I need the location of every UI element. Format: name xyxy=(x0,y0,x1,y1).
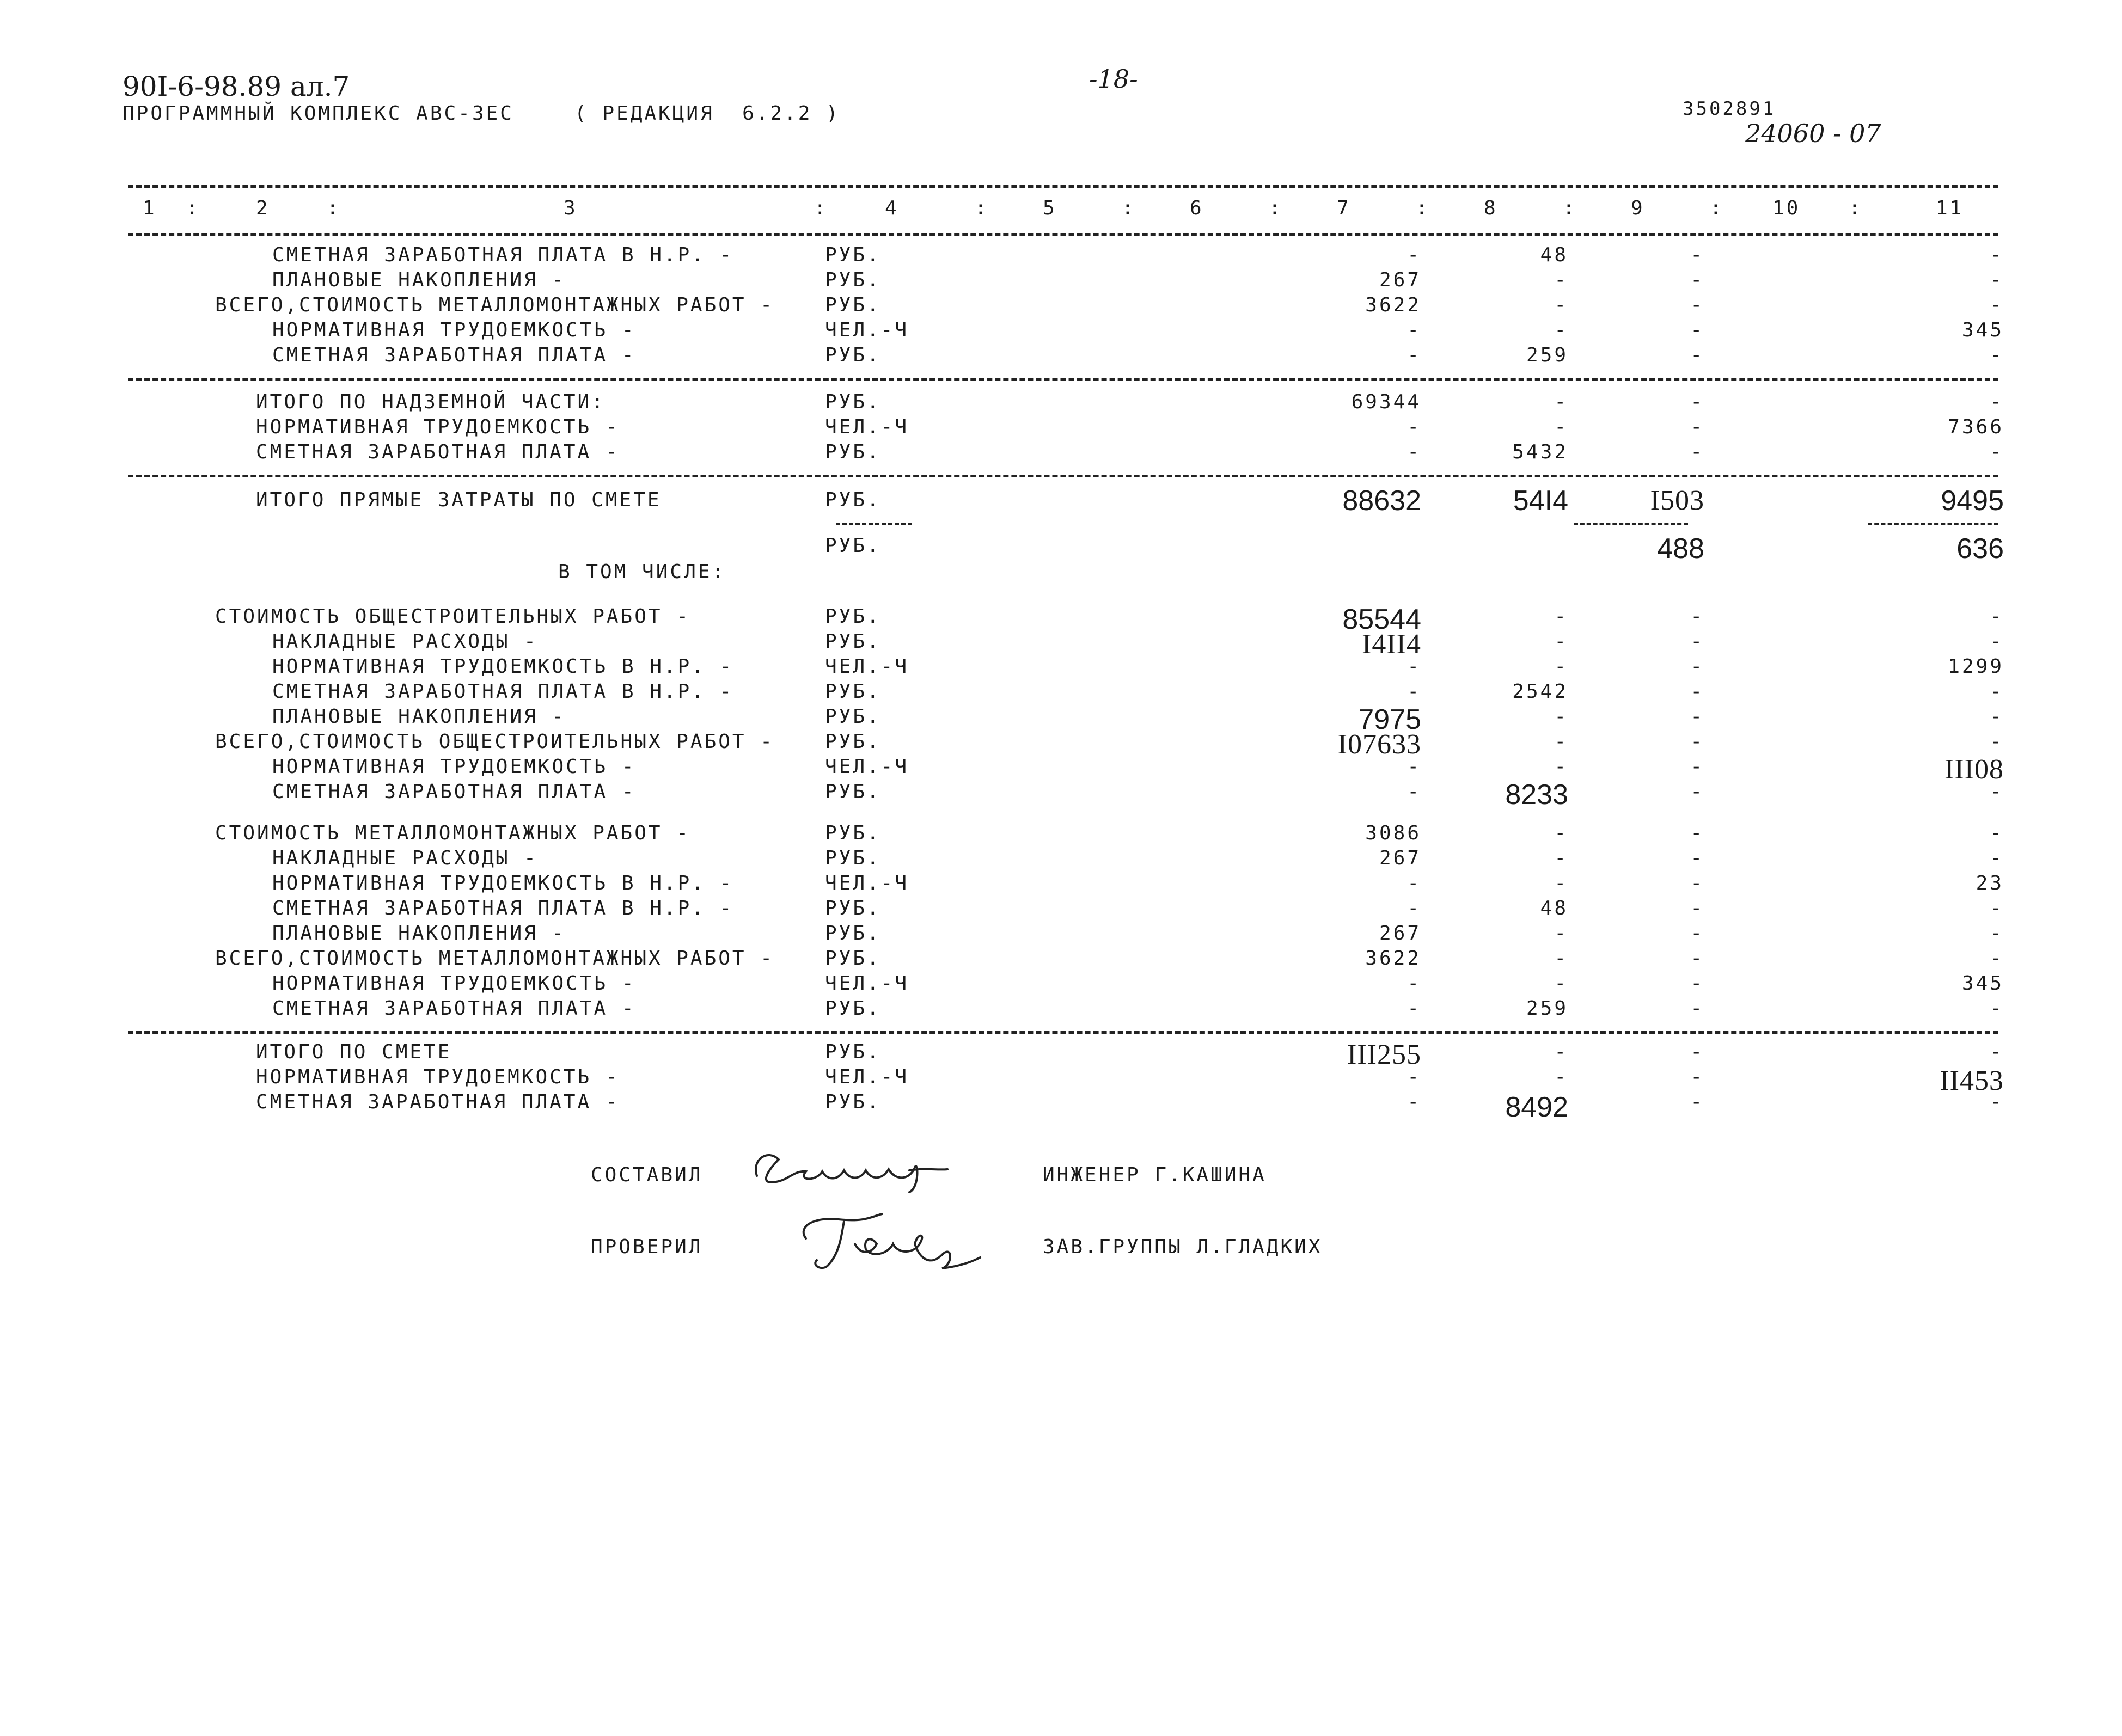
row-unit: ЧЕЛ.-Ч xyxy=(825,872,909,894)
inventory-number: 24060 - 07 xyxy=(1745,119,1881,148)
col11-value: II453 xyxy=(1940,1065,2004,1096)
col7-value: 267 xyxy=(1379,847,1421,869)
row-unit: ЧЕЛ.-Ч xyxy=(825,319,909,341)
page-number: -18- xyxy=(1089,64,1138,94)
row-label: СМЕТНАЯ ЗАРАБОТНАЯ ПЛАТА - xyxy=(272,344,636,366)
col9-value: - xyxy=(1690,706,1704,728)
checked-label: ПРОВЕРИЛ xyxy=(591,1236,703,1258)
column-header: 1 xyxy=(143,197,157,219)
row-label: СМЕТНАЯ ЗАРАБОТНАЯ ПЛАТА - xyxy=(272,781,636,803)
row-label: НОРМАТИВНАЯ ТРУДОЕМКОСТЬ - xyxy=(256,416,620,438)
col8-value: 48 xyxy=(1540,897,1568,919)
table-row xyxy=(0,1065,2122,1096)
col7-value: - xyxy=(1407,344,1421,366)
row-unit: РУБ. xyxy=(825,344,881,366)
col7-value: - xyxy=(1407,972,1421,995)
table-row xyxy=(0,416,2122,441)
col11-value: - xyxy=(1990,294,2004,316)
row-unit: РУБ. xyxy=(825,1041,881,1063)
col8-value: - xyxy=(1554,1066,1568,1088)
col11-value: - xyxy=(1990,269,2004,291)
row-label: НОРМАТИВНАЯ ТРУДОЕМКОСТЬ В Н.Р. - xyxy=(272,872,734,894)
col7-value: - xyxy=(1407,872,1421,894)
col9-value: - xyxy=(1690,391,1704,413)
col11-value: 7366 xyxy=(1948,416,2004,438)
row-unit: РУБ. xyxy=(825,947,881,970)
col9-value: - xyxy=(1690,319,1704,341)
document-code: 90I-6-98.89 ал.7 xyxy=(123,71,350,102)
col8-value: - xyxy=(1554,756,1568,778)
col9-value: - xyxy=(1690,1066,1704,1088)
col11-value: - xyxy=(1990,344,2004,366)
col8-value: 2542 xyxy=(1512,680,1568,703)
col9-value: - xyxy=(1690,680,1704,703)
row-unit: РУБ. xyxy=(825,781,881,803)
row-label: ПЛАНОВЫЕ НАКОПЛЕНИЯ - xyxy=(272,922,566,944)
table-row xyxy=(0,629,2122,660)
col11-value: - xyxy=(1990,897,2004,919)
table-row xyxy=(0,1039,2122,1070)
table-top-rule xyxy=(128,185,1998,188)
col7-value: - xyxy=(1407,416,1421,438)
col9-value: - xyxy=(1690,847,1704,869)
column-separator: : xyxy=(1849,197,1863,219)
col7-value: - xyxy=(1407,1066,1421,1088)
signature-checked xyxy=(790,1206,1018,1277)
row-label: ВСЕГО,СТОИМОСТЬ МЕТАЛЛОМОНТАЖНЫХ РАБОТ - xyxy=(215,947,774,970)
row-unit: РУБ. xyxy=(825,630,881,653)
row-label: СМЕТНАЯ ЗАРАБОТНАЯ ПЛАТА - xyxy=(272,997,636,1020)
column-separator: : xyxy=(1122,197,1136,219)
col11-value: - xyxy=(1990,680,2004,703)
col9-value: - xyxy=(1690,294,1704,316)
col11-value: - xyxy=(1990,947,2004,970)
table-row xyxy=(0,972,2122,997)
table-row xyxy=(0,604,2122,635)
col11-value: 23 xyxy=(1976,872,2004,894)
table-row xyxy=(0,344,2122,369)
row-label: СТОИМОСТЬ ОБЩЕСТРОИТЕЛЬНЫХ РАБОТ - xyxy=(215,605,690,628)
row-unit: РУБ. xyxy=(825,997,881,1020)
col9-value: - xyxy=(1690,947,1704,970)
col8-value: - xyxy=(1554,822,1568,844)
column-header: 8 xyxy=(1484,197,1498,219)
table-row xyxy=(0,535,2122,567)
col11-value: 636 xyxy=(1956,533,2004,565)
col8-value: - xyxy=(1554,731,1568,753)
col9-value: - xyxy=(1690,897,1704,919)
row-unit: РУБ. xyxy=(825,489,881,511)
table-row xyxy=(0,319,2122,344)
col8-value: - xyxy=(1554,269,1568,291)
col11-value: - xyxy=(1990,731,2004,753)
column-separator: : xyxy=(1269,197,1283,219)
col7-value: - xyxy=(1407,997,1421,1020)
row-label: ИТОГО ПРЯМЫЕ ЗАТРАТЫ ПО СМЕТЕ xyxy=(256,489,662,511)
row-label: ПЛАНОВЫЕ НАКОПЛЕНИЯ - xyxy=(272,706,566,728)
col8-value: 54I4 xyxy=(1513,485,1568,517)
row-label: НОРМАТИВНАЯ ТРУДОЕМКОСТЬ - xyxy=(256,1066,620,1088)
row-unit: РУБ. xyxy=(825,441,881,463)
col7-value: I4II4 xyxy=(1362,629,1421,660)
col11-value: - xyxy=(1990,997,2004,1020)
row-unit: РУБ. xyxy=(825,605,881,628)
col8-value: 8492 xyxy=(1505,1091,1568,1123)
col7-value: I07633 xyxy=(1337,729,1421,760)
table-row xyxy=(0,922,2122,947)
col8-value: - xyxy=(1554,294,1568,316)
column-separator: : xyxy=(186,197,200,219)
table-row xyxy=(0,822,2122,847)
col7-value: 7975 xyxy=(1358,704,1421,735)
col8-value: - xyxy=(1554,947,1568,970)
table-row xyxy=(0,872,2122,897)
col11-value: III08 xyxy=(1944,754,2004,785)
program-name: ПРОГРАММНЫЙ КОМПЛЕКС АВС-3ЕС xyxy=(123,102,514,125)
col8-value: - xyxy=(1554,416,1568,438)
col8-value: - xyxy=(1554,319,1568,341)
table-row xyxy=(0,729,2122,760)
column-header: 2 xyxy=(256,197,270,219)
col7-value: - xyxy=(1407,244,1421,266)
header-bottom-rule xyxy=(128,233,1998,236)
section-rule xyxy=(128,475,1998,477)
table-row xyxy=(0,391,2122,416)
col9-value: - xyxy=(1690,756,1704,778)
col8-value: 259 xyxy=(1526,344,1568,366)
row-unit: РУБ. xyxy=(825,847,881,869)
section-rule xyxy=(128,1031,1998,1034)
col8-value: 5432 xyxy=(1512,441,1568,463)
row-unit: РУБ. xyxy=(825,294,881,316)
col9-value: - xyxy=(1690,1041,1704,1063)
col9-value: - xyxy=(1690,344,1704,366)
col7-value: - xyxy=(1407,655,1421,678)
subtotal-rule xyxy=(1574,523,1688,525)
col9-value: - xyxy=(1690,441,1704,463)
table-row xyxy=(0,244,2122,269)
table-row xyxy=(0,655,2122,680)
col7-value: 267 xyxy=(1379,269,1421,291)
col9-value: - xyxy=(1690,822,1704,844)
col7-value: 3622 xyxy=(1365,947,1421,970)
col11-value: - xyxy=(1990,441,2004,463)
table-row xyxy=(0,704,2122,735)
col9-value: - xyxy=(1690,872,1704,894)
col9-value: - xyxy=(1690,972,1704,995)
table-row xyxy=(0,680,2122,706)
table-row xyxy=(0,997,2122,1022)
col9-value: - xyxy=(1690,922,1704,944)
col11-value: - xyxy=(1990,244,2004,266)
table-row xyxy=(0,847,2122,872)
row-unit: РУБ. xyxy=(825,897,881,919)
row-label: НОРМАТИВНАЯ ТРУДОЕМКОСТЬ В Н.Р. - xyxy=(272,655,734,678)
row-unit: ЧЕЛ.-Ч xyxy=(825,655,909,678)
row-label: СМЕТНАЯ ЗАРАБОТНАЯ ПЛАТА В Н.Р. - xyxy=(272,244,734,266)
col8-value: 8233 xyxy=(1505,779,1568,811)
row-label: ИТОГО ПО НАДЗЕМНОЙ ЧАСТИ: xyxy=(256,391,606,413)
table-row xyxy=(0,754,2122,785)
col8-value: 259 xyxy=(1526,997,1568,1020)
col7-value: - xyxy=(1407,319,1421,341)
col8-value: - xyxy=(1554,630,1568,653)
row-label: НОРМАТИВНАЯ ТРУДОЕМКОСТЬ - xyxy=(272,319,636,341)
column-separator: : xyxy=(1416,197,1430,219)
compiled-by: ИНЖЕНЕР Г.КАШИНА xyxy=(1043,1164,1267,1186)
column-header: 4 xyxy=(885,197,899,219)
col11-value: - xyxy=(1990,847,2004,869)
section-rule xyxy=(128,378,1998,381)
col9-value: - xyxy=(1690,605,1704,628)
col9-value: 488 xyxy=(1657,533,1704,565)
col7-value: 69344 xyxy=(1351,391,1421,413)
column-header-row xyxy=(0,197,2122,222)
row-label: СМЕТНАЯ ЗАРАБОТНАЯ ПЛАТА - xyxy=(256,441,620,463)
col8-value: - xyxy=(1554,972,1568,995)
row-label: СМЕТНАЯ ЗАРАБОТНАЯ ПЛАТА - xyxy=(256,1091,620,1113)
col9-value: - xyxy=(1690,416,1704,438)
col9-value: - xyxy=(1690,269,1704,291)
col7-value: 3086 xyxy=(1365,822,1421,844)
column-header: 7 xyxy=(1337,197,1351,219)
row-unit: РУБ. xyxy=(825,244,881,266)
column-header: 9 xyxy=(1631,197,1645,219)
row-label: ИТОГО ПО СМЕТЕ xyxy=(256,1041,452,1063)
row-label: СТОИМОСТЬ МЕТАЛЛОМОНТАЖНЫХ РАБОТ - xyxy=(215,822,690,844)
column-header: 5 xyxy=(1043,197,1057,219)
subtotal-rule xyxy=(1868,523,1998,525)
program-edition: ( РЕДАКЦИЯ 6.2.2 ) xyxy=(574,102,840,125)
compiled-label: СОСТАВИЛ xyxy=(591,1164,703,1186)
row-label: НАКЛАДНЫЕ РАСХОДЫ - xyxy=(272,630,538,653)
col11-value: - xyxy=(1990,630,2004,653)
row-unit: РУБ. xyxy=(825,922,881,944)
subtotal-rule xyxy=(836,523,912,525)
row-unit: РУБ. xyxy=(825,1091,881,1113)
table-row xyxy=(0,441,2122,466)
row-label: СМЕТНАЯ ЗАРАБОТНАЯ ПЛАТА В Н.Р. - xyxy=(272,897,734,919)
col7-value: - xyxy=(1407,756,1421,778)
table-row xyxy=(0,294,2122,319)
col11-value: - xyxy=(1990,922,2004,944)
column-header: 3 xyxy=(564,197,578,219)
row-unit: РУБ. xyxy=(825,535,881,557)
table-row xyxy=(0,779,2122,811)
col8-value: - xyxy=(1554,847,1568,869)
column-separator: : xyxy=(975,197,989,219)
column-header: 6 xyxy=(1190,197,1204,219)
table-row xyxy=(0,269,2122,294)
col9-value: - xyxy=(1690,997,1704,1020)
col7-value: 267 xyxy=(1379,922,1421,944)
col11-value: 345 xyxy=(1961,972,2004,995)
col7-value: 3622 xyxy=(1365,294,1421,316)
col8-value: - xyxy=(1554,872,1568,894)
column-separator: : xyxy=(327,197,341,219)
document-number: 3502891 xyxy=(1683,98,1776,120)
column-separator: : xyxy=(1710,197,1724,219)
col8-value: - xyxy=(1554,1041,1568,1063)
col9-value: - xyxy=(1690,630,1704,653)
row-label: ВСЕГО,СТОИМОСТЬ МЕТАЛЛОМОНТАЖНЫХ РАБОТ - xyxy=(215,294,774,316)
col7-value: - xyxy=(1407,781,1421,803)
row-label: НОРМАТИВНАЯ ТРУДОЕМКОСТЬ - xyxy=(272,756,636,778)
col8-value: - xyxy=(1554,922,1568,944)
row-unit: ЧЕЛ.-Ч xyxy=(825,972,909,995)
col11-value: - xyxy=(1990,1041,2004,1063)
row-label: НОРМАТИВНАЯ ТРУДОЕМКОСТЬ - xyxy=(272,972,636,995)
checked-by: ЗАВ.ГРУППЫ Л.ГЛАДКИХ xyxy=(1043,1236,1323,1258)
including-heading: В ТОМ ЧИСЛЕ: xyxy=(558,561,726,583)
col7-value: III255 xyxy=(1347,1039,1421,1070)
table-row xyxy=(0,947,2122,972)
row-unit: РУБ. xyxy=(825,680,881,703)
col9-value: - xyxy=(1690,781,1704,803)
col8-value: - xyxy=(1554,655,1568,678)
col11-value: 345 xyxy=(1961,319,2004,341)
row-unit: РУБ. xyxy=(825,822,881,844)
row-unit: РУБ. xyxy=(825,391,881,413)
col11-value: 9495 xyxy=(1941,485,2004,517)
row-label: ВСЕГО,СТОИМОСТЬ ОБЩЕСТРОИТЕЛЬНЫХ РАБОТ - xyxy=(215,731,774,753)
col8-value: - xyxy=(1554,605,1568,628)
col8-value: - xyxy=(1554,391,1568,413)
col11-value: - xyxy=(1990,822,2004,844)
row-label: СМЕТНАЯ ЗАРАБОТНАЯ ПЛАТА В Н.Р. - xyxy=(272,680,734,703)
row-unit: ЧЕЛ.-Ч xyxy=(825,756,909,778)
row-unit: ЧЕЛ.-Ч xyxy=(825,416,909,438)
row-unit: РУБ. xyxy=(825,731,881,753)
row-label: ПЛАНОВЫЕ НАКОПЛЕНИЯ - xyxy=(272,269,566,291)
col7-value: - xyxy=(1407,680,1421,703)
col8-value: - xyxy=(1554,706,1568,728)
col11-value: - xyxy=(1990,605,2004,628)
col11-value: - xyxy=(1990,706,2004,728)
signature-compiled xyxy=(746,1138,986,1198)
col7-value: 88632 xyxy=(1342,485,1421,517)
row-unit: РУБ. xyxy=(825,706,881,728)
column-separator: : xyxy=(814,197,828,219)
col9-value: - xyxy=(1690,1091,1704,1113)
col7-value: - xyxy=(1407,441,1421,463)
col11-value: - xyxy=(1990,1091,2004,1113)
col9-value: - xyxy=(1690,731,1704,753)
col11-value: - xyxy=(1990,391,2004,413)
col11-value: - xyxy=(1990,781,2004,803)
col8-value: 48 xyxy=(1540,244,1568,266)
col11-value: 1299 xyxy=(1948,655,2004,678)
column-separator: : xyxy=(1563,197,1577,219)
col7-value: - xyxy=(1407,897,1421,919)
table-row xyxy=(0,897,2122,922)
col9-value: I503 xyxy=(1650,485,1704,516)
col7-value: - xyxy=(1407,1091,1421,1113)
column-header: 11 xyxy=(1936,197,1964,219)
col9-value: - xyxy=(1690,244,1704,266)
row-unit: ЧЕЛ.-Ч xyxy=(825,1066,909,1088)
table-row-total xyxy=(0,485,2122,522)
column-header: 10 xyxy=(1772,197,1801,219)
row-label: НАКЛАДНЫЕ РАСХОДЫ - xyxy=(272,847,538,869)
col9-value: - xyxy=(1690,655,1704,678)
col7-value: 85544 xyxy=(1342,604,1421,635)
table-row xyxy=(0,1091,2122,1123)
row-unit: РУБ. xyxy=(825,269,881,291)
